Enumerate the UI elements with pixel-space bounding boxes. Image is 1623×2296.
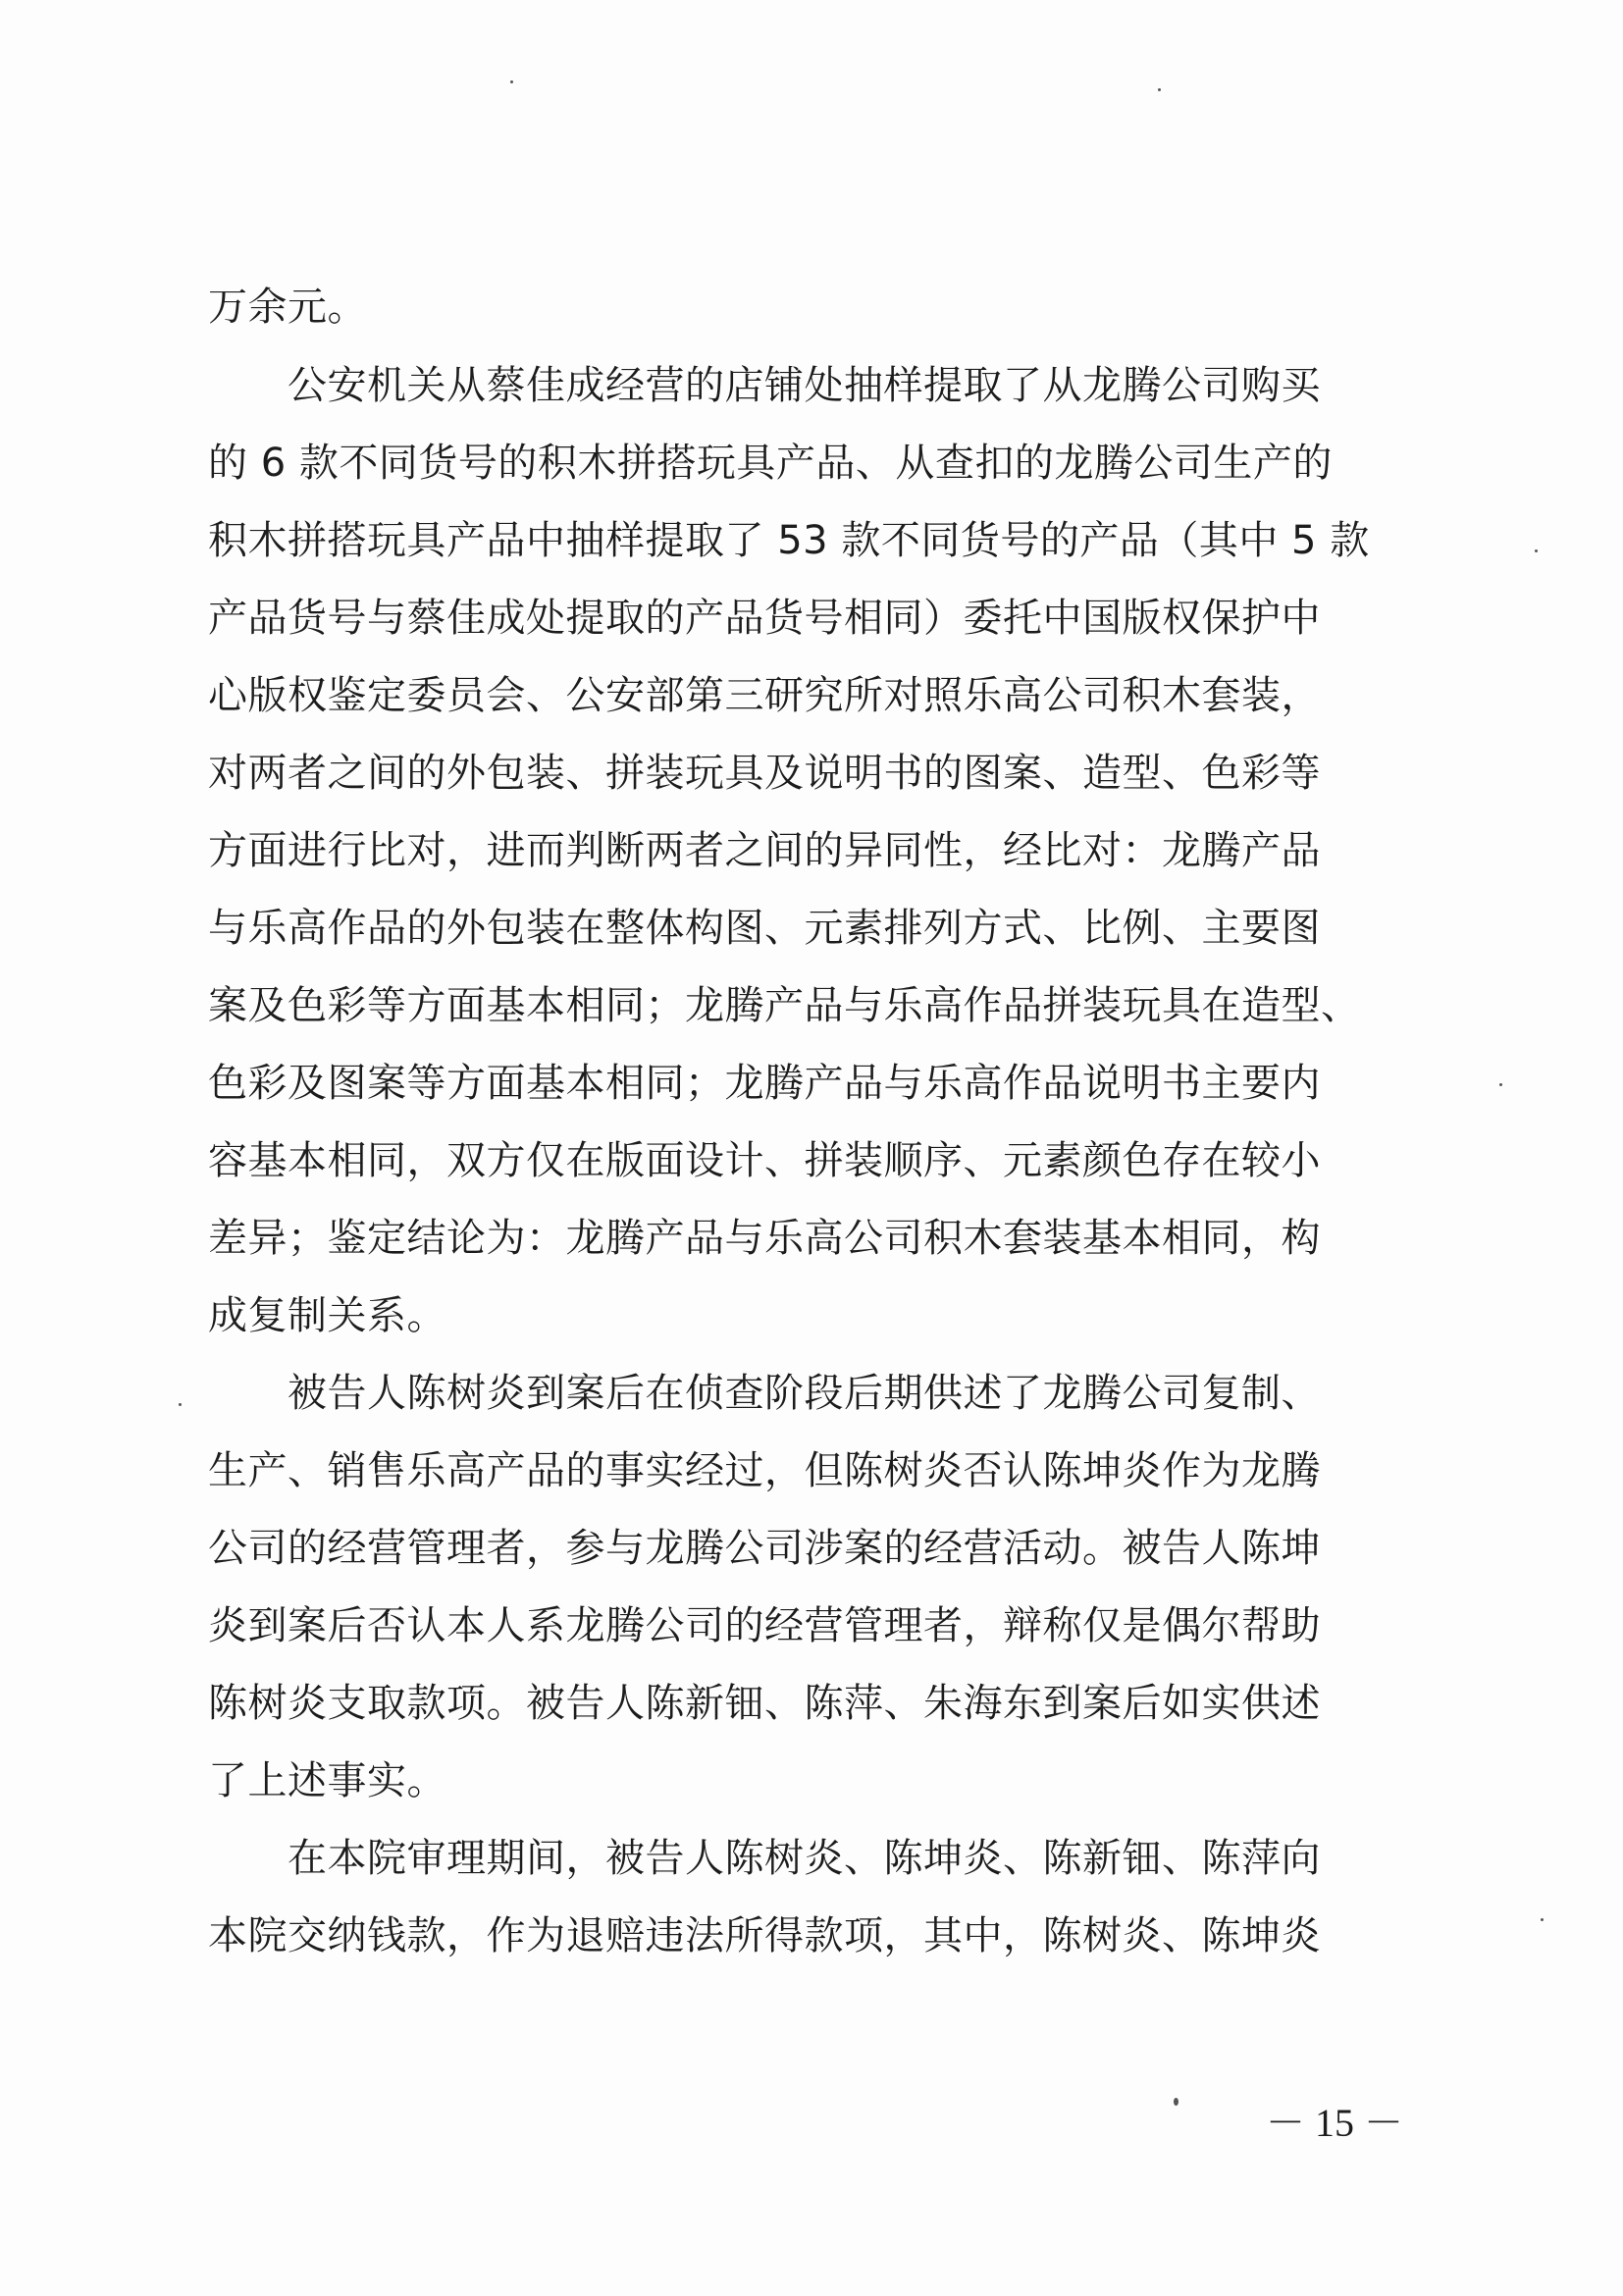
text-line: 积木拼搭玩具产品中抽样提取了 53 款不同货号的产品（其中 5 款 bbox=[208, 518, 1370, 563]
text-line: 容基本相同，双方仅在版面设计、拼装顺序、元素颜色存在较小 bbox=[208, 1138, 1321, 1183]
scan-speck bbox=[510, 80, 513, 83]
text-line: 对两者之间的外包装、拼装玩具及说明书的图案、造型、色彩等 bbox=[208, 751, 1321, 796]
text-line: 案及色彩等方面基本相同；龙腾产品与乐高作品拼装玩具在造型、 bbox=[208, 983, 1361, 1028]
scan-speck bbox=[1541, 1918, 1544, 1921]
text-line: 与乐高作品的外包装在整体构图、元素排列方式、比例、主要图 bbox=[208, 906, 1321, 951]
page-number: － 15 － bbox=[1266, 2101, 1403, 2145]
scan-speck bbox=[1499, 1083, 1502, 1086]
text-line: 方面进行比对，进而判断两者之间的异同性，经比对：龙腾产品 bbox=[208, 828, 1321, 873]
text-line: 色彩及图案等方面基本相同；龙腾产品与乐高作品说明书主要内 bbox=[208, 1061, 1321, 1106]
text-line: 成复制关系。 bbox=[208, 1293, 446, 1338]
scan-speck bbox=[1535, 549, 1538, 552]
scan-speck bbox=[1174, 2098, 1178, 2106]
text-line: 被告人陈树炎到案后在侦查阶段后期供述了龙腾公司复制、 bbox=[208, 1371, 1321, 1416]
scan-speck bbox=[1158, 88, 1161, 91]
text-line: 心版权鉴定委员会、公安部第三研究所对照乐高公司积木套装， bbox=[208, 673, 1321, 718]
text-line: 在本院审理期间，被告人陈树炎、陈坤炎、陈新钿、陈萍向 bbox=[208, 1836, 1321, 1881]
text-line: 生产、销售乐高产品的事实经过，但陈树炎否认陈坤炎作为龙腾 bbox=[208, 1448, 1321, 1493]
text-line: 本院交纳钱款，作为退赔违法所得款项，其中，陈树炎、陈坤炎 bbox=[208, 1913, 1321, 1958]
text-line: 公安机关从蔡佳成经营的店铺处抽样提取了从龙腾公司购买 bbox=[208, 363, 1321, 408]
text-line: 万余元。 bbox=[208, 285, 367, 330]
text-line: 产品货号与蔡佳成处提取的产品货号相同）委托中国版权保护中 bbox=[208, 596, 1321, 641]
text-line: 了上述事实。 bbox=[208, 1758, 446, 1803]
text-line: 差异；鉴定结论为：龙腾产品与乐高公司积木套装基本相同，构 bbox=[208, 1216, 1321, 1261]
text-line: 陈树炎支取款项。被告人陈新钿、陈萍、朱海东到案后如实供述 bbox=[208, 1681, 1321, 1726]
text-line: 公司的经营管理者，参与龙腾公司涉案的经营活动。被告人陈坤 bbox=[208, 1526, 1321, 1571]
text-line: 的 6 款不同货号的积木拼搭玩具产品、从查扣的龙腾公司生产的 bbox=[208, 441, 1333, 486]
scan-speck bbox=[179, 1403, 182, 1406]
text-line: 炎到案后否认本人系龙腾公司的经营管理者，辩称仅是偶尔帮助 bbox=[208, 1603, 1321, 1648]
